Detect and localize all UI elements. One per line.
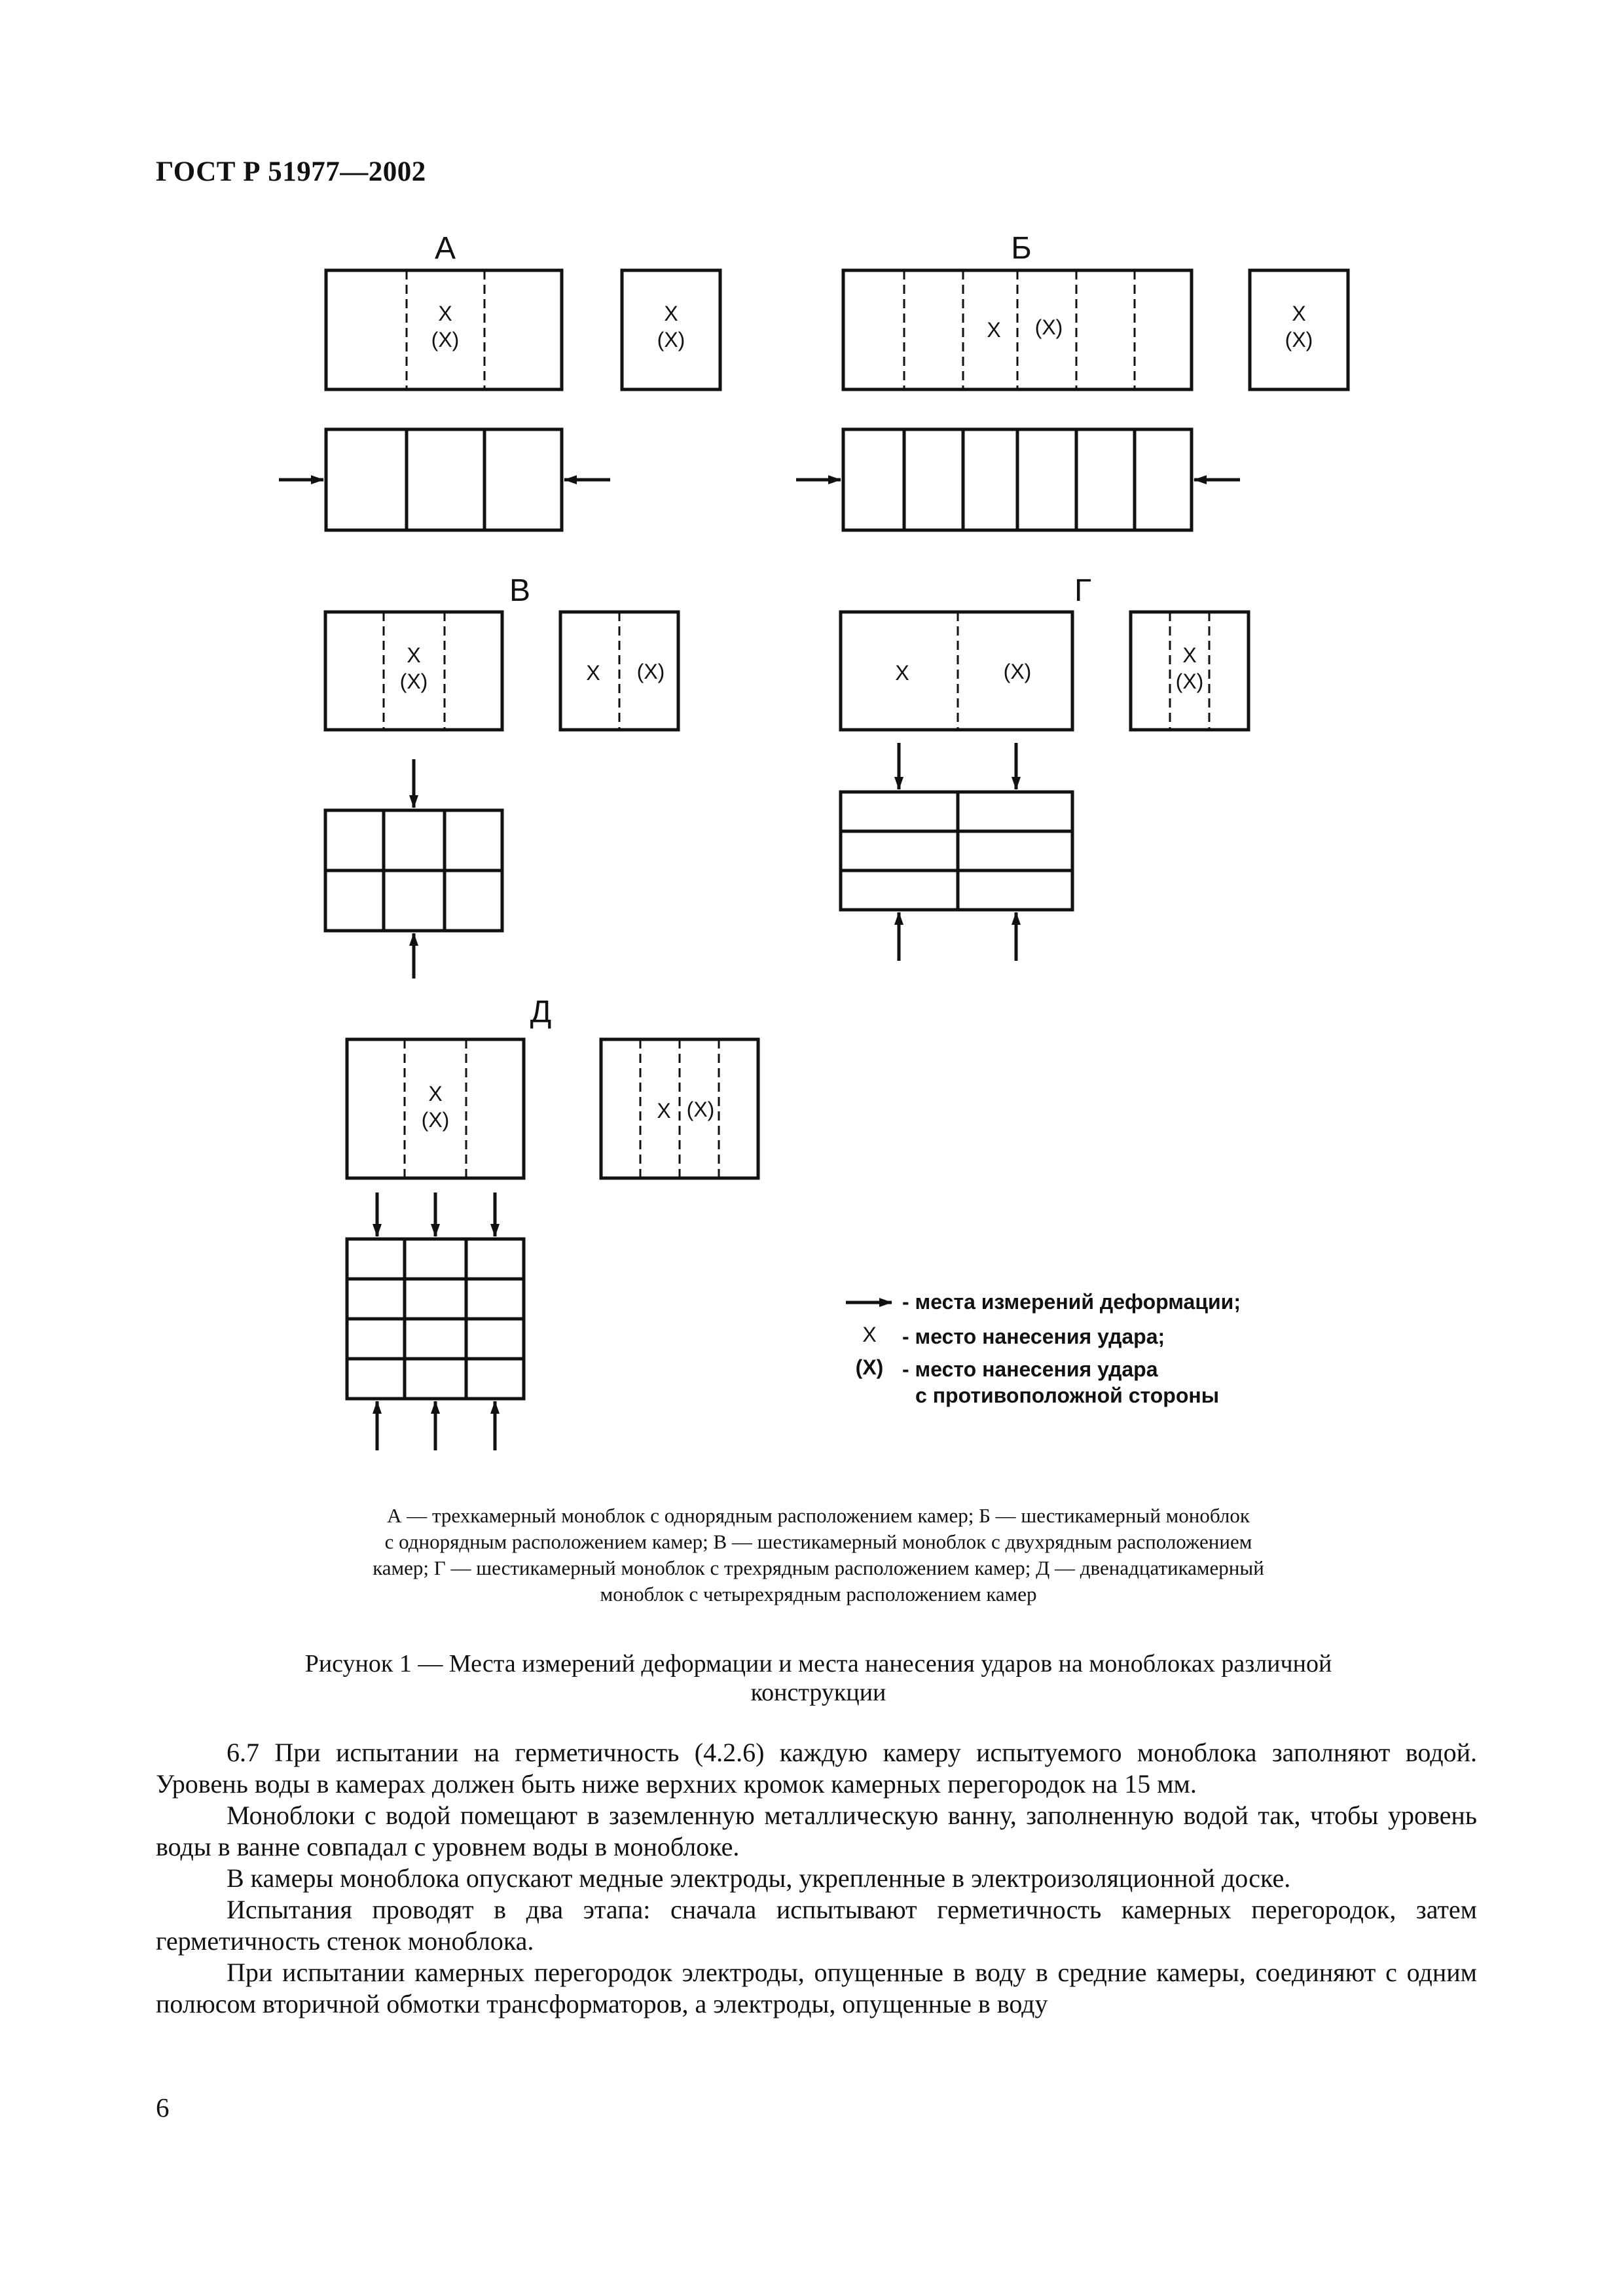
panel-label-v: В [509, 573, 531, 608]
legend-x-back-text-2: с противоположной стороны [915, 1384, 1220, 1407]
figure-key-line: моноблок с четырехрядным расположением камер [600, 1583, 1037, 1605]
figure-title-line: конструкции [750, 1679, 886, 1706]
legend-x-back-symbol: (X) [855, 1355, 884, 1379]
page-number: 6 [156, 2092, 170, 2123]
figure-key-line: камер; Г — шестикамерный моноблок с трехрядным расположением камер; Д — двенадцатикамерный [373, 1556, 1264, 1579]
legend-x-back-text: - место нанесения удара [902, 1357, 1158, 1381]
x-mark: X [438, 302, 452, 325]
x-back-mark: (X) [1175, 670, 1204, 693]
x-mark: X [586, 661, 600, 685]
paragraph: Испытания проводят в два этапа: сначала испытывают герметичность камерных перегородок, затем герметичность стенок моноблока. [156, 1895, 1477, 1956]
x-mark: X [895, 661, 909, 685]
figure-title [196, 1649, 1440, 1707]
x-mark: X [428, 1082, 443, 1105]
x-mark: X [987, 318, 1001, 342]
x-mark: X [1182, 643, 1197, 667]
x-back-mark: (X) [636, 660, 665, 683]
x-back-mark: (X) [431, 328, 460, 351]
x-back-mark: (X) [1003, 660, 1032, 683]
x-back-mark: (X) [1285, 328, 1313, 351]
panel-label-b: Б [1011, 231, 1032, 266]
panel-label-g: Г [1074, 573, 1091, 608]
panel-label-d: Д [530, 995, 552, 1030]
x-mark: X [1292, 302, 1306, 325]
figure-title-line: Рисунок 1 — Места измерений деформации и места нанесения ударов на моноблоках различной [304, 1650, 1332, 1677]
figure-key-line: с однорядным расположением камер; В — шестикамерный моноблок с двухрядным расположением [384, 1530, 1252, 1553]
x-back-mark: (X) [686, 1098, 715, 1121]
paragraph: Моноблоки с водой помещают в заземленную металлическую ванну, заполненную водой так, чтобы уровень воды в ванне совпадал с уровнем воды в моноблоке. [156, 1801, 1477, 1861]
figure-key-line: А — трехкамерный моноблок с однорядным расположением камер; Б — шестикамерный моноблок [387, 1504, 1250, 1527]
figure-key [196, 1503, 1440, 1607]
legend-x-text: - место нанесения удара; [902, 1325, 1165, 1348]
x-mark: X [407, 643, 421, 667]
paragraph: При испытании камерных перегородок электроды, опущенные в воду в средние камеры, соединяют с одним полюсом вторичной обмотки трансформаторов, а электроды, опущенные в воду [156, 1958, 1477, 2018]
legend-x-symbol: X [862, 1323, 877, 1346]
panel-g-top-view [841, 612, 1072, 730]
x-mark: X [664, 302, 678, 325]
paragraph: 6.7 При испытании на герметичность (4.2.6) каждую камеру испытуемого моноблока заполняют водой. Уровень воды в камерах должен быть ниже верхних кромок камерных перегородок на 15 мм. [156, 1738, 1477, 1799]
panel-label-a: А [434, 231, 456, 266]
panel-a-section [326, 429, 562, 530]
legend-arrow-text: - места измерений деформации; [902, 1290, 1241, 1314]
x-mark: X [657, 1099, 671, 1122]
document-code: ГОСТ Р 51977—2002 [156, 156, 426, 187]
paragraph: В камеры моноблока опускают медные электроды, укрепленные в электроизоляционной доске. [227, 1863, 1291, 1893]
x-back-mark: (X) [421, 1108, 450, 1132]
x-back-mark: (X) [399, 670, 428, 693]
body-text [156, 1737, 1477, 2020]
x-back-mark: (X) [1034, 315, 1063, 339]
x-back-mark: (X) [657, 328, 685, 351]
